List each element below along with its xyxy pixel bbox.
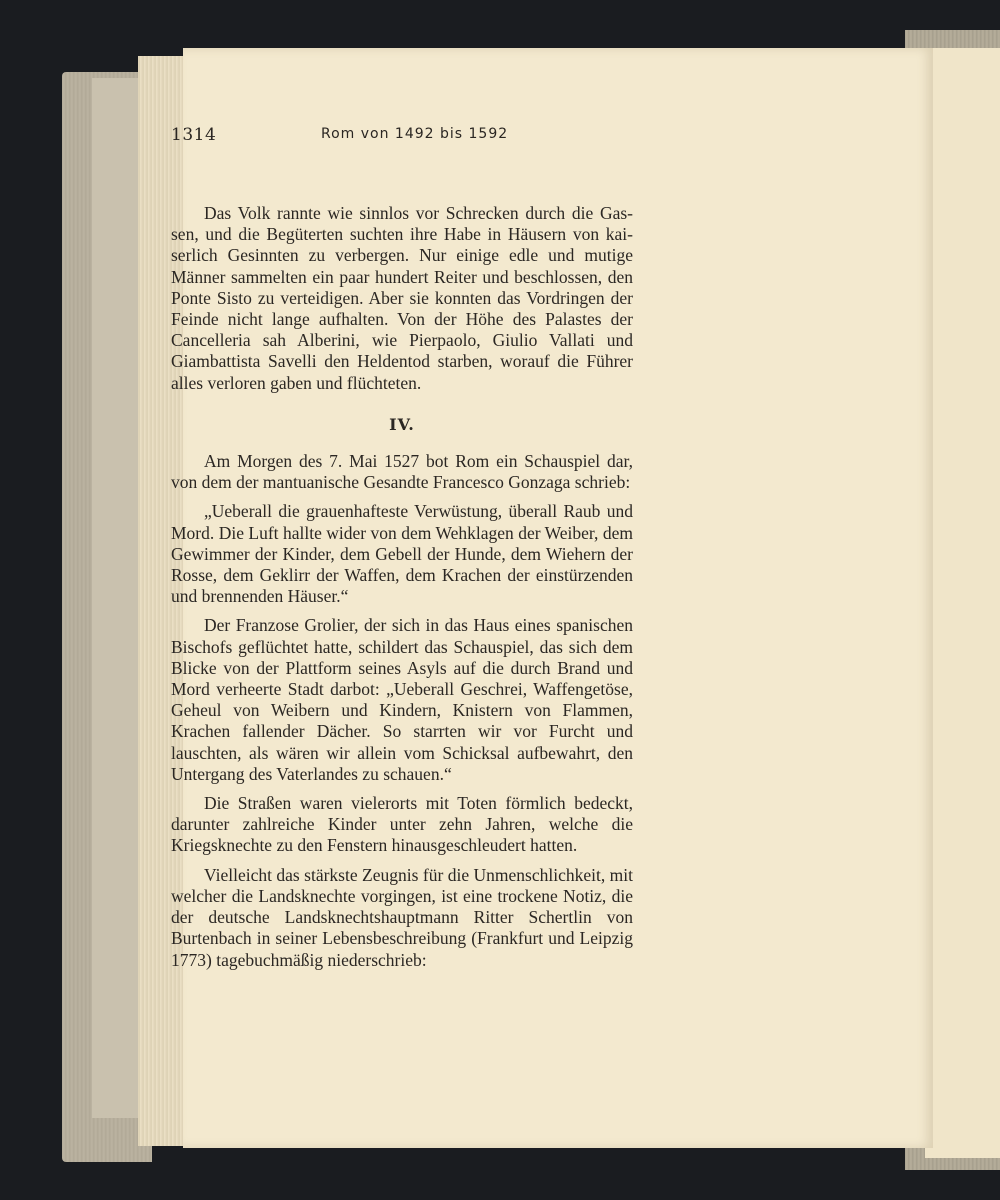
- section-heading: IV.: [389, 414, 415, 434]
- paragraph-4: Der Franzose Grolier, der sich in das Haus eines spanischen Bischofs geflüchtet hatte, schildert das Schauspiel, das sich dem Blicke von der Plattform seines Asyls auf die durch Brand und Mord verheerte Stadt darbot: „Ueberall Geschrei, Waffengetöse, Geheul von Weibern und Kindern, Knistern von Flammen, Krachen fallender Dächer. So starrten wir vor Furcht und lauschten, als wären wir allein vom Schicksal aufbewahrt, den Untergang des Vaterlandes zu schauen.“: [171, 615, 633, 784]
- book-spine-inner: [92, 78, 142, 1118]
- page-number: 1314: [171, 125, 217, 145]
- paragraph-1: Das Volk rannte wie sinnlos vor Schrecken durch die Gassen, und die Begüterten suchten ihre Habe in Häusern von kaiserlich Gesinnten zu verbergen. Nur einige edle und mutige Männer sammelten ein paar hundert Reiter und beschlossen, den Ponte Sisto zu verteidigen. Aber sie konnten das Vordringen der Feinde nicht lange aufhalten. Von der Höhe des Palastes der Cancelleria sah Alberini, wie Pierpaolo, Giulio Vallati und Giambattista Savelli den Heldentod starben, worauf die Führer alles verloren gaben und flüchteten.: [171, 203, 633, 393]
- paragraph-5: Die Straßen waren vielerorts mit Toten förmlich bedeckt, darunter zahlreiche Kinder unter zehn Jahren, welche die Kriegsknechte zu den Fenstern hinausgeschleudert hatten.: [171, 793, 633, 856]
- paragraph-2: Am Morgen des 7. Mai 1527 bot Rom ein Schauspiel dar, von dem der mantuanische Gesandte Francesco Gonzaga schrieb:: [171, 451, 633, 493]
- paragraph-6: Vielleicht das stärkste Zeugnis für die Unmenschlichkeit, mit welcher die Landsknechte vorgingen, ist eine trockene Notiz, die der deutsche Landsknechtshauptmann Ritter Schertlin von Burtenbach in seiner Lebensbeschreibung (Frankfurt und Leipzig 1773) tagebuchmäßig niederschrieb:: [171, 864, 633, 970]
- running-title: Rom von 1492 bis 1592: [321, 126, 509, 142]
- facing-page-edge: [925, 48, 1000, 1158]
- page-header: [171, 125, 651, 153]
- paragraph-3-quote: „Ueberall die grauenhafteste Verwüstung, überall Raub und Mord. Die Luft hallte wider von dem Wehklagen der Weiber, dem Gewimmer der Kinder, dem Gebell der Hunde, dem Wiehern der Rosse, dem Geklirr der Waffen, dem Krachen der einstürzenden und brennenden Häuser.“: [171, 501, 633, 607]
- page-body: [171, 203, 633, 971]
